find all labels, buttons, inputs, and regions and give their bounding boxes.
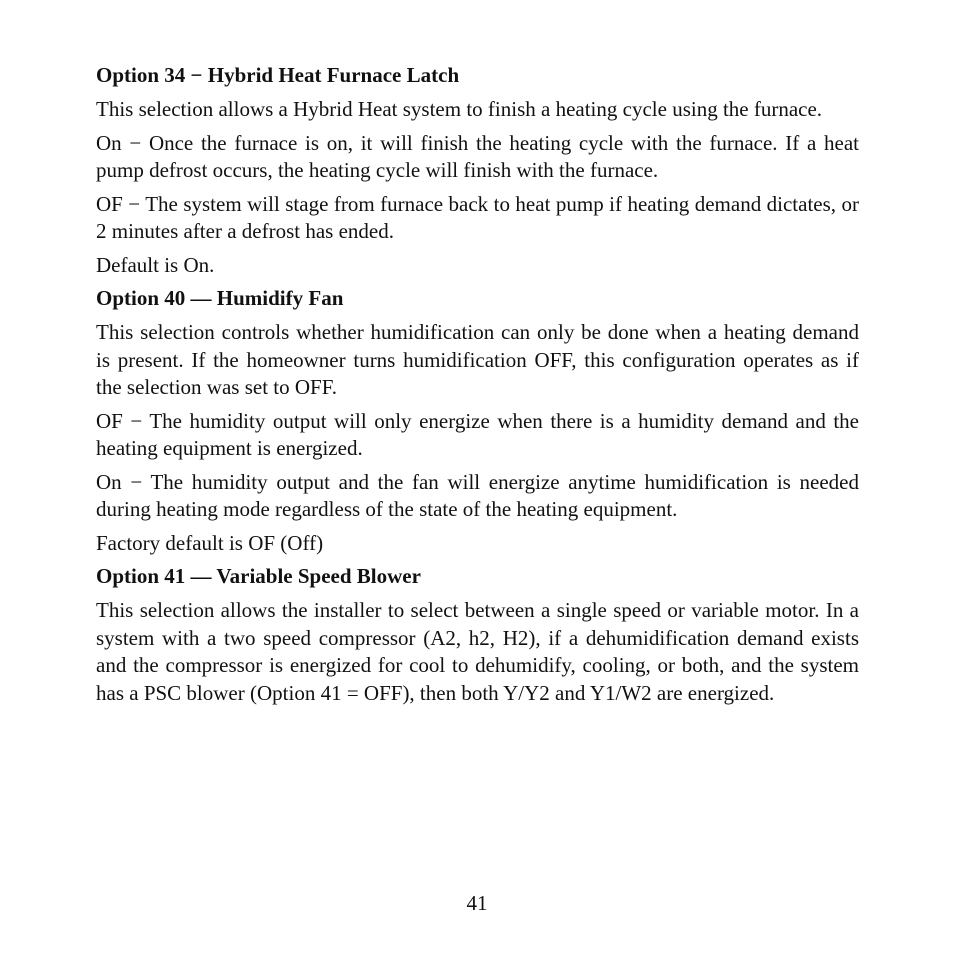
paragraph: Default is On. bbox=[96, 252, 215, 277]
paragraph: This selection allows a Hybrid Heat system to finish a heating cycle using the furnace. bbox=[96, 97, 823, 121]
paragraph: Factory default is OF (Off) bbox=[96, 530, 324, 555]
document-page bbox=[96, 62, 859, 713]
paragraph: On − Once the furnace is on, it will finish the heating cycle with the furnace. If a heat pump defrost occurs, the heating cycle will finish with the furnace. bbox=[96, 130, 859, 182]
page-number: 41 bbox=[466, 891, 488, 915]
paragraph: OF − The system will stage from furnace back to heat pump if heating demand dictates, or 2 minutes after a defrost has ended. bbox=[96, 191, 859, 243]
section-heading-option-40: Option 40 — Humidify Fan bbox=[96, 286, 344, 310]
section-heading-option-41: Option 41 — Variable Speed Blower bbox=[96, 564, 421, 588]
section-heading-option-34: Option 34 − Hybrid Heat Furnace Latch bbox=[96, 63, 460, 87]
paragraph: This selection controls whether humidification can only be done when a heating demand is present. If the homeowner turns humidification OFF, this configuration operates as if the selection was set to OFF. bbox=[96, 320, 859, 399]
paragraph: This selection allows the installer to select between a single speed or variable motor. In a system with a two speed compressor (A2, h2, H2), if a dehumidification demand exists and the compressor is energized for cool to dehumidify, cooling, or both, and the system has a PSC blower (Option 41 = OFF), then both Y/Y2 and Y1/W2 are energized. bbox=[96, 598, 859, 705]
paragraph: On − The humidity output and the fan will energize anytime humidification is needed during heating mode regardless of the state of the heating equipment. bbox=[96, 469, 859, 521]
paragraph: OF − The humidity output will only energize when there is a humidity demand and the heating equipment is energized. bbox=[96, 408, 859, 460]
